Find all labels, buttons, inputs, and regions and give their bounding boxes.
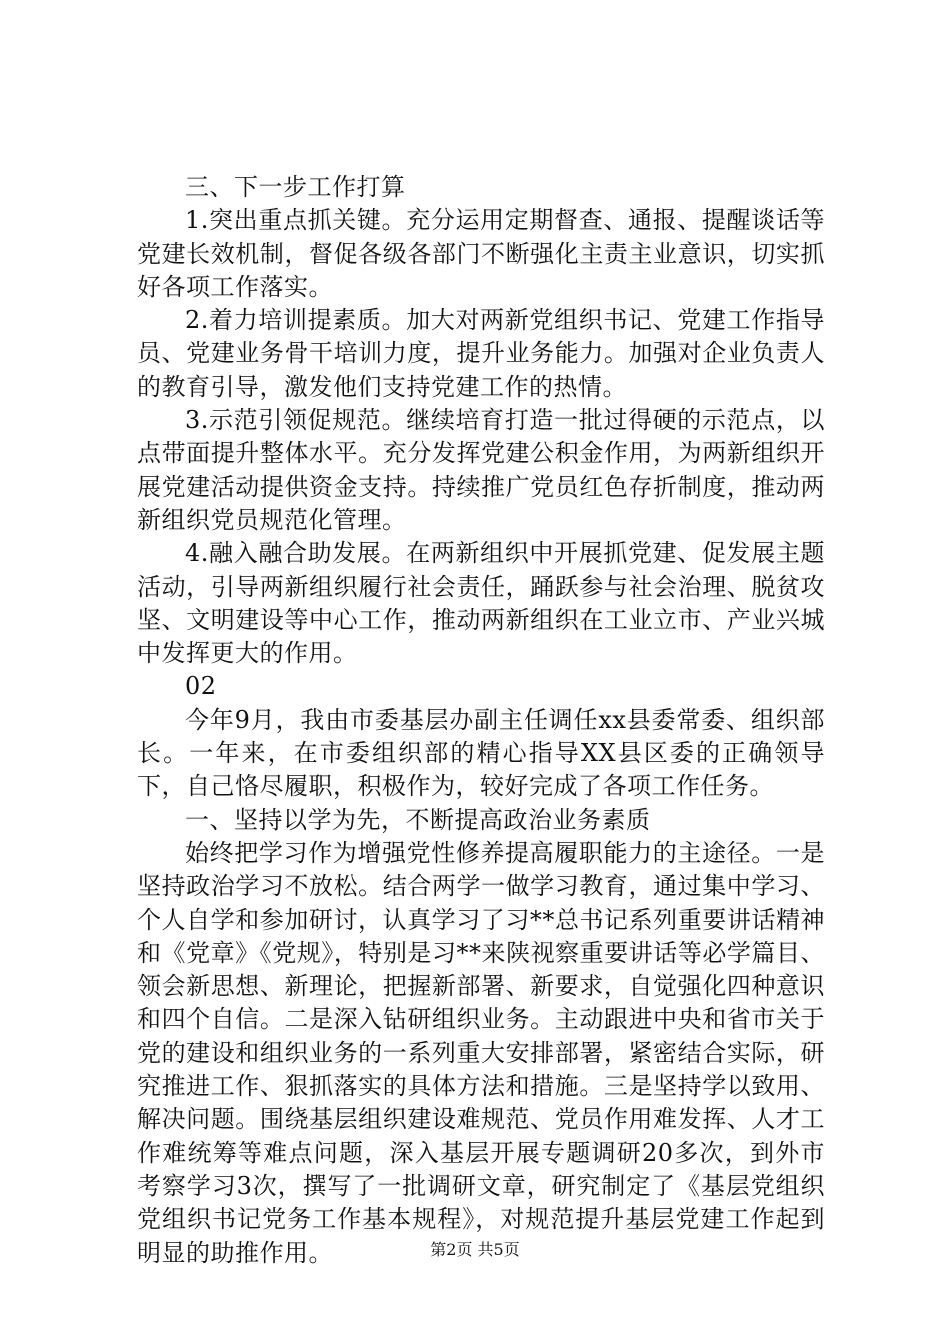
paragraph-intro: 今年9月，我由市委基层办副主任调任xx县委常委、组织部长。一年来，在市委组织部的精心指导XX县区委的正确领导下，自己恪尽履职，积极作为，较好完成了各项工作任务。 [137,705,825,801]
page-indicator: 第2页 共5页 [430,1240,520,1259]
paragraph-item-1: 1.突出重点抓关键。充分运用定期督查、通报、提醒谈话等党建长效机制，督促各级各部门不断强化主责主业意识，切实抓好各项工作落实。 [137,206,825,301]
page-footer [0,1240,950,1260]
paragraph-item-2: 2.着力培训提素质。加大对两新党组织书记、党建工作指导员、党建业务骨干培训力度，提升业务能力。加强对企业负责人的教育引导，激发他们支持党建工作的热情。 [137,306,825,401]
section-heading-next-steps: 三、下一步工作打算 [185,173,406,201]
document-body [137,171,825,1270]
paragraph-item-4: 4.融入融合助发展。在两新组织中开展抓党建、促发展主题活动，引导两新组织履行社会责任，踊跃参与社会治理、脱贫攻坚、文明建设等中心工作，推动两新组织在工业立市、产业兴城中发挥更大的作用。 [137,539,825,668]
paragraph-study: 始终把学习作为增强党性修养提高履职能力的主途径。一是坚持政治学习不放松。结合两学一做学习教育，通过集中学习、个人自学和参加研讨，认真学习了习**总书记系列重要讲话精神和《党章》《党规》，特别是习**来陕视察重要讲话等必学篇目、领会新思想、新理论，把握新部署、新要求，自觉强化四种意识和四个自信。二是深入钻研组织业务。主动跟进中央和省市关于党的建设和组织业务的一系列重大安排部署，紧密结合实际，研究推进工作、狠抓落实的具体方法和措施。三是坚持学以致用、解决问题。围绕基层组织建设难规范、党员作用难发挥、人才工作难统筹等难点问题，深入基层开展专题调研20多次，到外市考察学习3次，撰写了一批调研文章，研究制定了《基层党组织党组织书记党务工作基本规程》，对规范提升基层党建工作起到明显的助推作用。 [137,838,825,1267]
section-number: 02 [185,672,217,701]
section-heading-study: 一、坚持以学为先，不断提高政治业务素质 [185,805,651,834]
paragraph-item-3: 3.示范引领促规范。继续培育打造一批过得硬的示范点，以点带面提升整体水平。充分发挥党建公积金作用，为两新组织开展党建活动提供资金支持。持续推广党员红色存折制度，推动两新组织党员规范化管理。 [137,406,825,534]
